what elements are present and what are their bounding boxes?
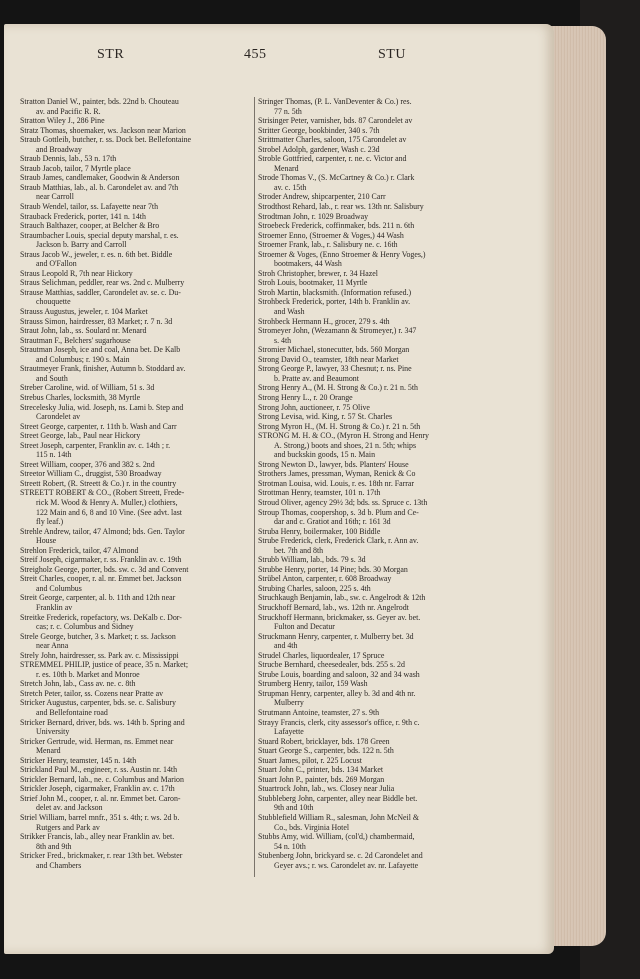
directory-entry: [258, 746, 494, 756]
entry-name-line: Stretch Peter, tailor, ss. Cozens near Pratte av: [20, 688, 164, 698]
entry-name-line: Strohbeck Frederick, porter, 14th b. Franklin av.: [258, 297, 411, 307]
directory-entry: [20, 832, 256, 851]
entry-name-line: Straub Dennis, lab., 53 n. 17th: [20, 154, 117, 164]
entry-name-line: Strong Myron H., (M. H. Strong & Co.) r. 21 n. 5th: [258, 421, 421, 431]
directory-entry: [20, 737, 256, 756]
entry-name-line: Strübel Anton, carpenter, r. 608 Broadway: [258, 574, 392, 584]
directory-entry: [258, 679, 494, 689]
directory-entry: [258, 135, 494, 145]
entry-name-line: Stricker Gertrude, wid. Herman, ns. Emmet near: [20, 736, 174, 746]
directory-entry: [258, 345, 494, 355]
directory-entry: [258, 593, 494, 603]
directory-entry: [20, 231, 256, 250]
entry-name-line: Strickler Joseph, cigarmaker, Franklin av. c. 17th: [20, 784, 175, 794]
entry-name-line: Streber Caroline, wid. of William, 51 s. 3d: [20, 383, 155, 393]
entry-name-line: Stromeyer John, (Wezamann & Stromeyer,) r. 347: [258, 326, 417, 336]
entry-name-line: Stroup Thomas, coopershop, s. 3d b. Plum and Ce-: [258, 507, 419, 517]
directory-entry: [20, 135, 256, 154]
entry-name-line: Strong Newton D., lawyer, bds. Planters' House: [258, 459, 409, 469]
directory-entry: [258, 355, 494, 365]
directory-entry: [20, 441, 256, 460]
entry-name-line: Stroh Louis, bootmaker, 11 Myrtle: [258, 278, 368, 288]
directory-entry: [20, 173, 256, 183]
entry-continuation-line: Mulberry: [274, 698, 304, 708]
directory-entry: [20, 565, 256, 575]
entry-name-line: Strudel Charles, liquordealer, 17 Spruce: [258, 650, 385, 660]
entry-name-line: Straus Leopold R, 7th near Hickory: [20, 268, 133, 278]
entry-continuation-line: delet av. and Jackson: [36, 803, 103, 813]
entry-name-line: Street George, lab., Paul near Hickory: [20, 431, 141, 441]
entry-continuation-line: fly leaf.): [36, 517, 64, 527]
entry-name-line: Struchkaugh Benjamin, lab., sw. c. Angelrodt & 12th: [258, 593, 426, 603]
entry-continuation-line: 115 n. 14th: [36, 450, 72, 460]
entry-name-line: Stroud Oliver, agency 29½ 3d; bds. ss. Spruce c. 13th: [258, 497, 428, 507]
entry-name-line: Strisinger Peter, varnisher, bds. 87 Carondelet av: [258, 116, 413, 126]
entry-name-line: Strubing Charles, saloon, 225 s. 4th: [258, 583, 371, 593]
entry-name-line: Strauss Augustus, jeweler, r. 104 Market: [20, 307, 148, 317]
column-divider: [254, 97, 255, 877]
directory-entry: [258, 317, 494, 327]
directory-entry: [258, 832, 494, 851]
directory-entry: [20, 613, 256, 632]
entry-name-line: Struba Henry, boilermaker, 100 Biddle: [258, 526, 381, 536]
directory-entry: [20, 460, 256, 470]
directory-entry: [20, 116, 256, 126]
entry-name-line: Stuart John P., painter, bds. 269 Morgan: [258, 774, 385, 784]
entry-name-line: Struckmann Henry, carpenter, r. Mulberry bet. 3d: [258, 631, 414, 641]
entry-name-line: Stricker Bernard, driver, bds. ws. 14th b. Spring and: [20, 717, 185, 727]
directory-entry: [258, 154, 494, 173]
page-number: 455: [244, 47, 267, 62]
entry-continuation-line: near Carroll: [36, 192, 74, 202]
entry-continuation-line: r. es. 10th b. Market and Monroe: [36, 669, 140, 679]
directory-entry: [258, 393, 494, 403]
directory-entry: [258, 660, 494, 670]
directory-entry: [20, 479, 256, 489]
directory-entry: [258, 116, 494, 126]
directory-entry: [258, 250, 494, 269]
directory-entry: [20, 221, 256, 231]
directory-entry: [20, 383, 256, 393]
page-edges: [548, 26, 606, 946]
directory-entry: [20, 278, 256, 288]
running-head-left: STR: [97, 47, 125, 62]
entry-name-line: Street George, carpenter, r. 11th b. Wash and Carr: [20, 421, 177, 431]
entry-name-line: Strodtman John, r. 1029 Broadway: [258, 211, 369, 221]
entry-name-line: Strely John, hairdresser, ss. Park av. c. Mississippi: [20, 650, 179, 660]
entry-name-line: Strothers James, pressman, Wyman, Renick & Co: [258, 469, 416, 479]
entry-name-line: Stretch John, lab., Cass av. ne. c. 8th: [20, 679, 136, 689]
entry-name-line: Strehle Andrew, tailor, 47 Almond; bds. Gen. Taylor: [20, 526, 185, 536]
directory-entry: [20, 288, 256, 307]
directory-entry: [258, 488, 494, 498]
entry-name-line: Strutmann Antoine, teamster, 27 s. 9th: [258, 708, 380, 717]
directory-entry: [258, 297, 494, 316]
directory-entry: [20, 574, 256, 593]
entry-name-line: Strittmatter Charles, saloon, 175 Carondelet av: [258, 135, 407, 145]
entry-name-line: Straub Jacob, tailor, 7 Myrtle place: [20, 163, 131, 173]
entry-name-line: Strickler Bernard, lab., ne. c. Columbus and Marion: [20, 774, 184, 784]
entry-continuation-line: and Columbus: [36, 583, 82, 593]
directory-entry: [20, 527, 256, 546]
entry-continuation-line: chouquette: [36, 297, 71, 307]
entry-continuation-line: s. 4th: [274, 335, 292, 345]
directory-entry: [20, 660, 256, 679]
entry-name-line: Strong John, auctioneer, r. 75 Olive: [258, 402, 370, 412]
directory-entry: [20, 393, 256, 403]
entry-name-line: Streett Robert, (R. Streett & Co.) r. in the country: [20, 478, 177, 488]
entry-name-line: Stuart George S., carpenter, bds. 122 n. 5th: [258, 746, 394, 756]
directory-entry: [258, 278, 494, 288]
directory-entry: [258, 584, 494, 594]
directory-entry: [258, 403, 494, 413]
entry-continuation-line: cas; r. c. Columbus and Sidney: [36, 622, 134, 632]
entry-name-line: Stubbs Amy, wid. William, (col'd,) chambermaid,: [258, 832, 415, 842]
directory-entry: [258, 737, 494, 747]
entry-name-line: Strong David O., teamster, 18th near Market: [258, 354, 399, 364]
directory-entry: [20, 784, 256, 794]
directory-entry: [258, 555, 494, 565]
entry-continuation-line: 8th and 9th: [36, 841, 72, 851]
entry-continuation-line: Carondelet av: [36, 412, 81, 422]
right-column: [258, 97, 494, 870]
entry-name-line: Streit George, carpenter, al. b. 11th and 12th near: [20, 593, 176, 603]
directory-entry: [258, 689, 494, 708]
entry-continuation-line: Rutgers and Park av: [36, 822, 100, 832]
entry-continuation-line: and O'Fallon: [36, 259, 77, 269]
entry-name-line: Stroemer Frank, lab., r. Salisbury ne. c. 16th: [258, 240, 398, 250]
directory-entry: [258, 765, 494, 775]
directory-entry: [20, 488, 256, 526]
directory-entry: [258, 173, 494, 192]
directory-entry: [20, 212, 256, 222]
entry-name-line: Strauback Frederick, porter, 141 n. 14th: [20, 211, 146, 221]
entry-name-line: Strief John M., cooper, r. al. nr. Emmet bet. Caron-: [20, 793, 181, 803]
directory-entry: [20, 689, 256, 699]
entry-name-line: Strube Frederick, clerk, Frederick Clark, r. Ann av.: [258, 536, 419, 546]
entry-name-line: Strubb William, lab., bds. 79 s. 3d: [258, 555, 366, 565]
entry-name-line: Strotman Louisa, wid. Louis, r. es. 18th nr. Farrar: [258, 478, 415, 488]
entry-continuation-line: and Bellefontaine road: [36, 708, 108, 717]
directory-entry: [20, 164, 256, 174]
entry-name-line: Stringer Thomas, (P. L. VanDeventer & Co.) res.: [258, 97, 412, 106]
entry-continuation-line: University: [36, 727, 70, 737]
entry-name-line: Stricker Augustus, carpenter, bds. se. c. Salisbury: [20, 698, 176, 708]
directory-entry: [20, 307, 256, 317]
entry-name-line: Streitke Frederick, ropefactory, ws. DeKalb c. Dor-: [20, 612, 182, 622]
directory-entry: [258, 574, 494, 584]
directory-entry: [20, 183, 256, 202]
entry-continuation-line: and South: [36, 373, 68, 383]
entry-continuation-line: House: [36, 536, 57, 546]
directory-entry: [258, 126, 494, 136]
directory-entry: [258, 718, 494, 737]
entry-name-line: Stuart John C., printer, bds. 134 Market: [258, 765, 384, 775]
directory-entry: [20, 431, 256, 441]
entry-name-line: Stubbleberg John, carpenter, alley near Biddle bet.: [258, 793, 418, 803]
entry-name-line: Straub Gottleib, butcher, r. ss. Dock bet. Bellefontaine: [20, 135, 192, 145]
directory-entry: [258, 613, 494, 632]
entry-name-line: Street Joseph, carpenter, Franklin av. c. 14th ; r.: [20, 440, 171, 450]
entry-name-line: STRONG M. H. & CO., (Myron H. Strong and Henry: [258, 431, 429, 441]
entry-name-line: Strautmeyer Frank, finisher, Autumn b. Stoddard av.: [20, 364, 186, 374]
entry-name-line: Strong Henry L., r. 20 Orange: [258, 392, 353, 402]
entry-continuation-line: and buckskin goods, 15 n. Main: [274, 450, 376, 460]
directory-entry: [258, 240, 494, 250]
directory-entry: [20, 403, 256, 422]
directory-entry: [20, 154, 256, 164]
directory-entry: [258, 202, 494, 212]
entry-name-line: Stroebeck Frederick, coffinmaker, bds. 211 n. 6th: [258, 221, 415, 231]
directory-entry: [258, 851, 494, 870]
entry-name-line: Stromier Michael, stonecutter, bds. 560 Morgan: [258, 345, 410, 355]
entry-continuation-line: near Anna: [36, 641, 69, 651]
entry-continuation-line: b. Pratte av. and Beaumont: [274, 373, 359, 383]
directory-entry: [258, 97, 494, 116]
directory-entry: [258, 813, 494, 832]
entry-continuation-line: 77 n. 5th: [274, 106, 302, 116]
entry-name-line: Streit Charles, cooper, r. al. nr. Emmet bet. Jackson: [20, 574, 182, 584]
directory-entry: [20, 794, 256, 813]
directory-entry: [258, 527, 494, 537]
directory-entry: [258, 536, 494, 555]
entry-name-line: Streif Joseph, cigarmaker, r. ss. Franklin av. c. 19th: [20, 555, 182, 565]
entry-name-line: Straub Wendel, tailor, ss. Lafayette near 7th: [20, 202, 159, 212]
directory-entry: [20, 765, 256, 775]
entry-name-line: Stritter George, bookbinder, 340 s. 7th: [258, 125, 380, 135]
entry-continuation-line: A. Strong,) boots and shoes, 21 n. 5th; whips: [274, 440, 417, 450]
entry-name-line: Strikker Francis, lab., alley near Franklin av. bet.: [20, 832, 175, 842]
entry-name-line: Stricker Fred., brickmaker, r. rear 13th bet. Webster: [20, 851, 183, 861]
entry-name-line: Strauss Simon, hairdresser, 83 Market; r. 7 n. 3d: [20, 316, 173, 326]
entry-name-line: Streetor William C., druggist, 530 Broadway: [20, 469, 162, 479]
directory-entry: [20, 469, 256, 479]
directory-entry: [20, 317, 256, 327]
directory-entry: [20, 679, 256, 689]
entry-continuation-line: and Wash: [274, 307, 305, 317]
entry-name-line: Strode Thomas V., (S. McCartney & Co.) r. Clark: [258, 173, 415, 183]
entry-name-line: Stroh Martin, blacksmith. (Information refused.): [258, 287, 412, 297]
directory-entry: [258, 145, 494, 155]
entry-name-line: Stratton Wiley J., 286 Pine: [20, 116, 105, 126]
running-head-right: STU: [378, 47, 406, 62]
directory-entry: [258, 784, 494, 794]
directory-entry: [20, 698, 256, 717]
entry-name-line: STREMMEL PHILIP, justice of peace, 35 n. Market;: [20, 660, 189, 670]
entry-continuation-line: 122 Main and 6, 8 and 10 Vine. (See advt. last: [36, 507, 182, 517]
entry-name-line: Stubblefield William R., salesman, John McNeil &: [258, 813, 420, 823]
entry-name-line: Strube Louis, boarding and saloon, 32 and 34 wash: [258, 669, 420, 679]
entry-name-line: Strecelesky Julia, wid. Joseph, ns. Lami b. Step and: [20, 402, 184, 412]
entry-name-line: Strause Matthias, saddler, Carondelet av. se. c. Du-: [20, 287, 181, 297]
entry-name-line: Straus Jacob W., jeweler, r. es. n. 6th bet. Biddle: [20, 249, 173, 259]
directory-entry: [258, 412, 494, 422]
directory-entry: [20, 775, 256, 785]
directory-entry: [20, 555, 256, 565]
entry-continuation-line: 54 n. 10th: [274, 841, 306, 851]
entry-name-line: Stricker Henry, teamster, 145 n. 14th: [20, 755, 137, 765]
entry-name-line: Stroemer & Voges, (Enno Stroemer & Henry Voges,): [258, 249, 426, 259]
entry-continuation-line: and Broadway: [36, 144, 82, 154]
directory-entry: [258, 632, 494, 651]
directory-entry: [258, 565, 494, 575]
entry-name-line: Strayy Francis, clerk, city assessor's office, r. 9th c.: [258, 717, 420, 727]
entry-name-line: Straus Selichman, peddler, rear ws. 2nd c. Mulberry: [20, 278, 185, 288]
entry-name-line: Strong George P., lawyer, 33 Chesnut; r. ns. Pine: [258, 364, 412, 374]
entry-name-line: Strickland Paul M., engineer, r. ss. Austin nr. 14th: [20, 765, 178, 775]
entry-continuation-line: bet. 7th and 8th: [274, 545, 324, 555]
directory-entry: [258, 651, 494, 661]
entry-name-line: Stroder Andrew, shipcarpenter, 210 Carr: [258, 192, 386, 202]
directory-entry: [258, 288, 494, 298]
directory-entry: [20, 546, 256, 556]
directory-entry: [20, 269, 256, 279]
entry-name-line: Strupman Henry, carpenter, alley b. 3d and 4th nr.: [258, 688, 416, 698]
entry-name-line: Strottman Henry, teamster, 101 n. 17th: [258, 488, 381, 498]
entry-continuation-line: bootmakers, 44 Wash: [274, 259, 342, 269]
directory-entry: [258, 231, 494, 241]
directory-entry: [20, 756, 256, 766]
directory-entry: [258, 756, 494, 766]
directory-entry: [20, 651, 256, 661]
entry-continuation-line: 9th and 10th: [274, 803, 314, 813]
entry-continuation-line: Geyer avs.; r. ws. Carondelet av. nr. Lafayette: [274, 860, 419, 870]
directory-entry: [258, 269, 494, 279]
entry-name-line: Straumbacher Louis, special deputy marshal, r. es.: [20, 230, 179, 240]
directory-entry: [20, 97, 256, 116]
directory-entry: [258, 469, 494, 479]
directory-entry: [20, 813, 256, 832]
entry-name-line: Strumberg Henry, tailor, 159 Wash: [258, 679, 368, 689]
directory-entry: [258, 603, 494, 613]
entry-name-line: Strong Levisa, wid. King, r. 57 St. Charles: [258, 412, 393, 422]
entry-name-line: Strucbe Bernhard, cheesedealer, bds. 255 s. 2d: [258, 660, 405, 670]
entry-continuation-line: rick M. Wood & Henry A. Muller,) clothiers,: [36, 497, 178, 507]
entry-continuation-line: Co., bds. Virginia Hotel: [274, 822, 350, 832]
entry-name-line: Straub James, candlemaker, Goodwin & Anderson: [20, 173, 180, 183]
directory-entry: [258, 775, 494, 785]
entry-continuation-line: av. c. 15th: [274, 182, 307, 192]
directory-entry: [20, 851, 256, 870]
directory-entry: [20, 202, 256, 212]
entry-name-line: Stratz Thomas, shoemaker, ws. Jackson near Marion: [20, 125, 186, 135]
directory-entry: [20, 250, 256, 269]
directory-entry: [20, 364, 256, 383]
entry-name-line: Stuartrock John, lab., ws. Closey near Julia: [258, 784, 395, 794]
entry-name-line: Strautman Joseph, ice and coal, Anna bet. De Kalb: [20, 345, 181, 355]
entry-name-line: STREETT ROBERT & CO., (Robert Streett, Frede-: [20, 488, 185, 498]
entry-continuation-line: Fulton and Decatur: [274, 622, 335, 632]
entry-name-line: Strubbe Henry, porter, 14 Pine; bds. 30 Morgan: [258, 564, 408, 574]
directory-entry: [20, 422, 256, 432]
directory-entry: [258, 221, 494, 231]
entry-name-line: Strebus Charles, locksmith, 38 Myrtle: [20, 392, 141, 402]
entry-name-line: Struckhoff Hermann, brickmaker, ss. Geyer av. bet.: [258, 612, 421, 622]
entry-name-line: Strautman F., Belchers' sugarhouse: [20, 335, 131, 345]
entry-name-line: Strohbeck Hermann H., grocer, 279 s. 4th: [258, 316, 390, 326]
entry-name-line: Strobel Adolph, gardener, Wash c. 23d: [258, 144, 380, 154]
entry-name-line: Stubenberg John, brickyard se. c. 2d Carondelet and: [258, 851, 423, 861]
entry-name-line: Straut John, lab., ss. Soulard nr. Menard: [20, 326, 147, 336]
entry-continuation-line: Lafayette: [274, 727, 304, 737]
directory-entry: [258, 192, 494, 202]
entry-name-line: Street William, cooper, 376 and 382 s. 2nd: [20, 459, 155, 469]
directory-entry: [258, 508, 494, 527]
directory-entry: [258, 212, 494, 222]
directory-entry: [20, 593, 256, 612]
entry-continuation-line: Menard: [274, 163, 299, 173]
entry-continuation-line: and Chambers: [36, 860, 82, 870]
directory-entry: [258, 383, 494, 393]
entry-name-line: Stroble Gottfried, carpenter, r. ne. c. Victor and: [258, 154, 407, 164]
entry-name-line: Strauch Balthazer, cooper, at Belcher & Bro: [20, 221, 160, 231]
directory-entry: [258, 670, 494, 680]
directory-entry: [258, 326, 494, 345]
entry-continuation-line: av. and Pacific R. R.: [36, 106, 101, 116]
directory-entry: [258, 498, 494, 508]
directory-entry: [258, 364, 494, 383]
directory-entry: [20, 326, 256, 336]
entry-name-line: Striel William, barrel mnfr., 351 s. 4th; r. ws. 2d b.: [20, 813, 180, 823]
entry-name-line: Stuart James, pilot, r. 225 Locust: [258, 755, 362, 765]
entry-continuation-line: and Columbus; r. 190 s. Main: [36, 354, 130, 364]
directory-entry: [258, 708, 494, 718]
directory-entry: [20, 126, 256, 136]
directory-entry: [20, 718, 256, 737]
entry-name-line: Strong Henry A., (M. H. Strong & Co.) r. 21 n. 5th: [258, 383, 419, 393]
entry-name-line: Streigholz George, porter, bds. sw. c. 3d and Convent: [20, 564, 189, 574]
directory-entry: [258, 479, 494, 489]
entry-name-line: Stroh Christopher, brewer, r. 34 Hazel: [258, 268, 378, 278]
entry-name-line: Strehlon Frederick, tailor, 47 Almond: [20, 545, 139, 555]
directory-entry: [20, 632, 256, 651]
directory-entry: [258, 794, 494, 813]
entry-continuation-line: dar and c. Gratiot and 16th; r. 161 3d: [274, 517, 391, 527]
entry-continuation-line: Franklin av: [36, 602, 73, 612]
entry-continuation-line: Jackson b. Barry and Carroll: [36, 240, 127, 250]
entry-name-line: Stroemer Enno, (Stroemer & Voges,) 44 Wash: [258, 230, 404, 240]
entry-name-line: Stuard Robert, bricklayer, bds. 178 Green: [258, 736, 390, 746]
directory-entry: [258, 431, 494, 460]
directory-entry: [258, 422, 494, 432]
entry-name-line: Strele George, butcher, 3 s. Market; r. ss. Jackson: [20, 631, 176, 641]
entry-name-line: Stratton Daniel W., painter, bds. 22nd b. Chouteau: [20, 97, 179, 106]
left-column: [20, 97, 256, 870]
entry-continuation-line: and 4th: [274, 641, 298, 651]
entry-continuation-line: Menard: [36, 746, 61, 756]
entry-name-line: Straub Matthias, lab., al. b. Carondelet av. and 7th: [20, 182, 179, 192]
entry-name-line: Strodthost Rehard, lab., r. rear ws. 13th nr. Salisbury: [258, 202, 424, 212]
directory-entry: [20, 336, 256, 346]
directory-entry: [258, 460, 494, 470]
entry-name-line: Struckhoff Bernard, lab., ws. 12th nr. Angelrodt: [258, 602, 409, 612]
directory-entry: [20, 345, 256, 364]
